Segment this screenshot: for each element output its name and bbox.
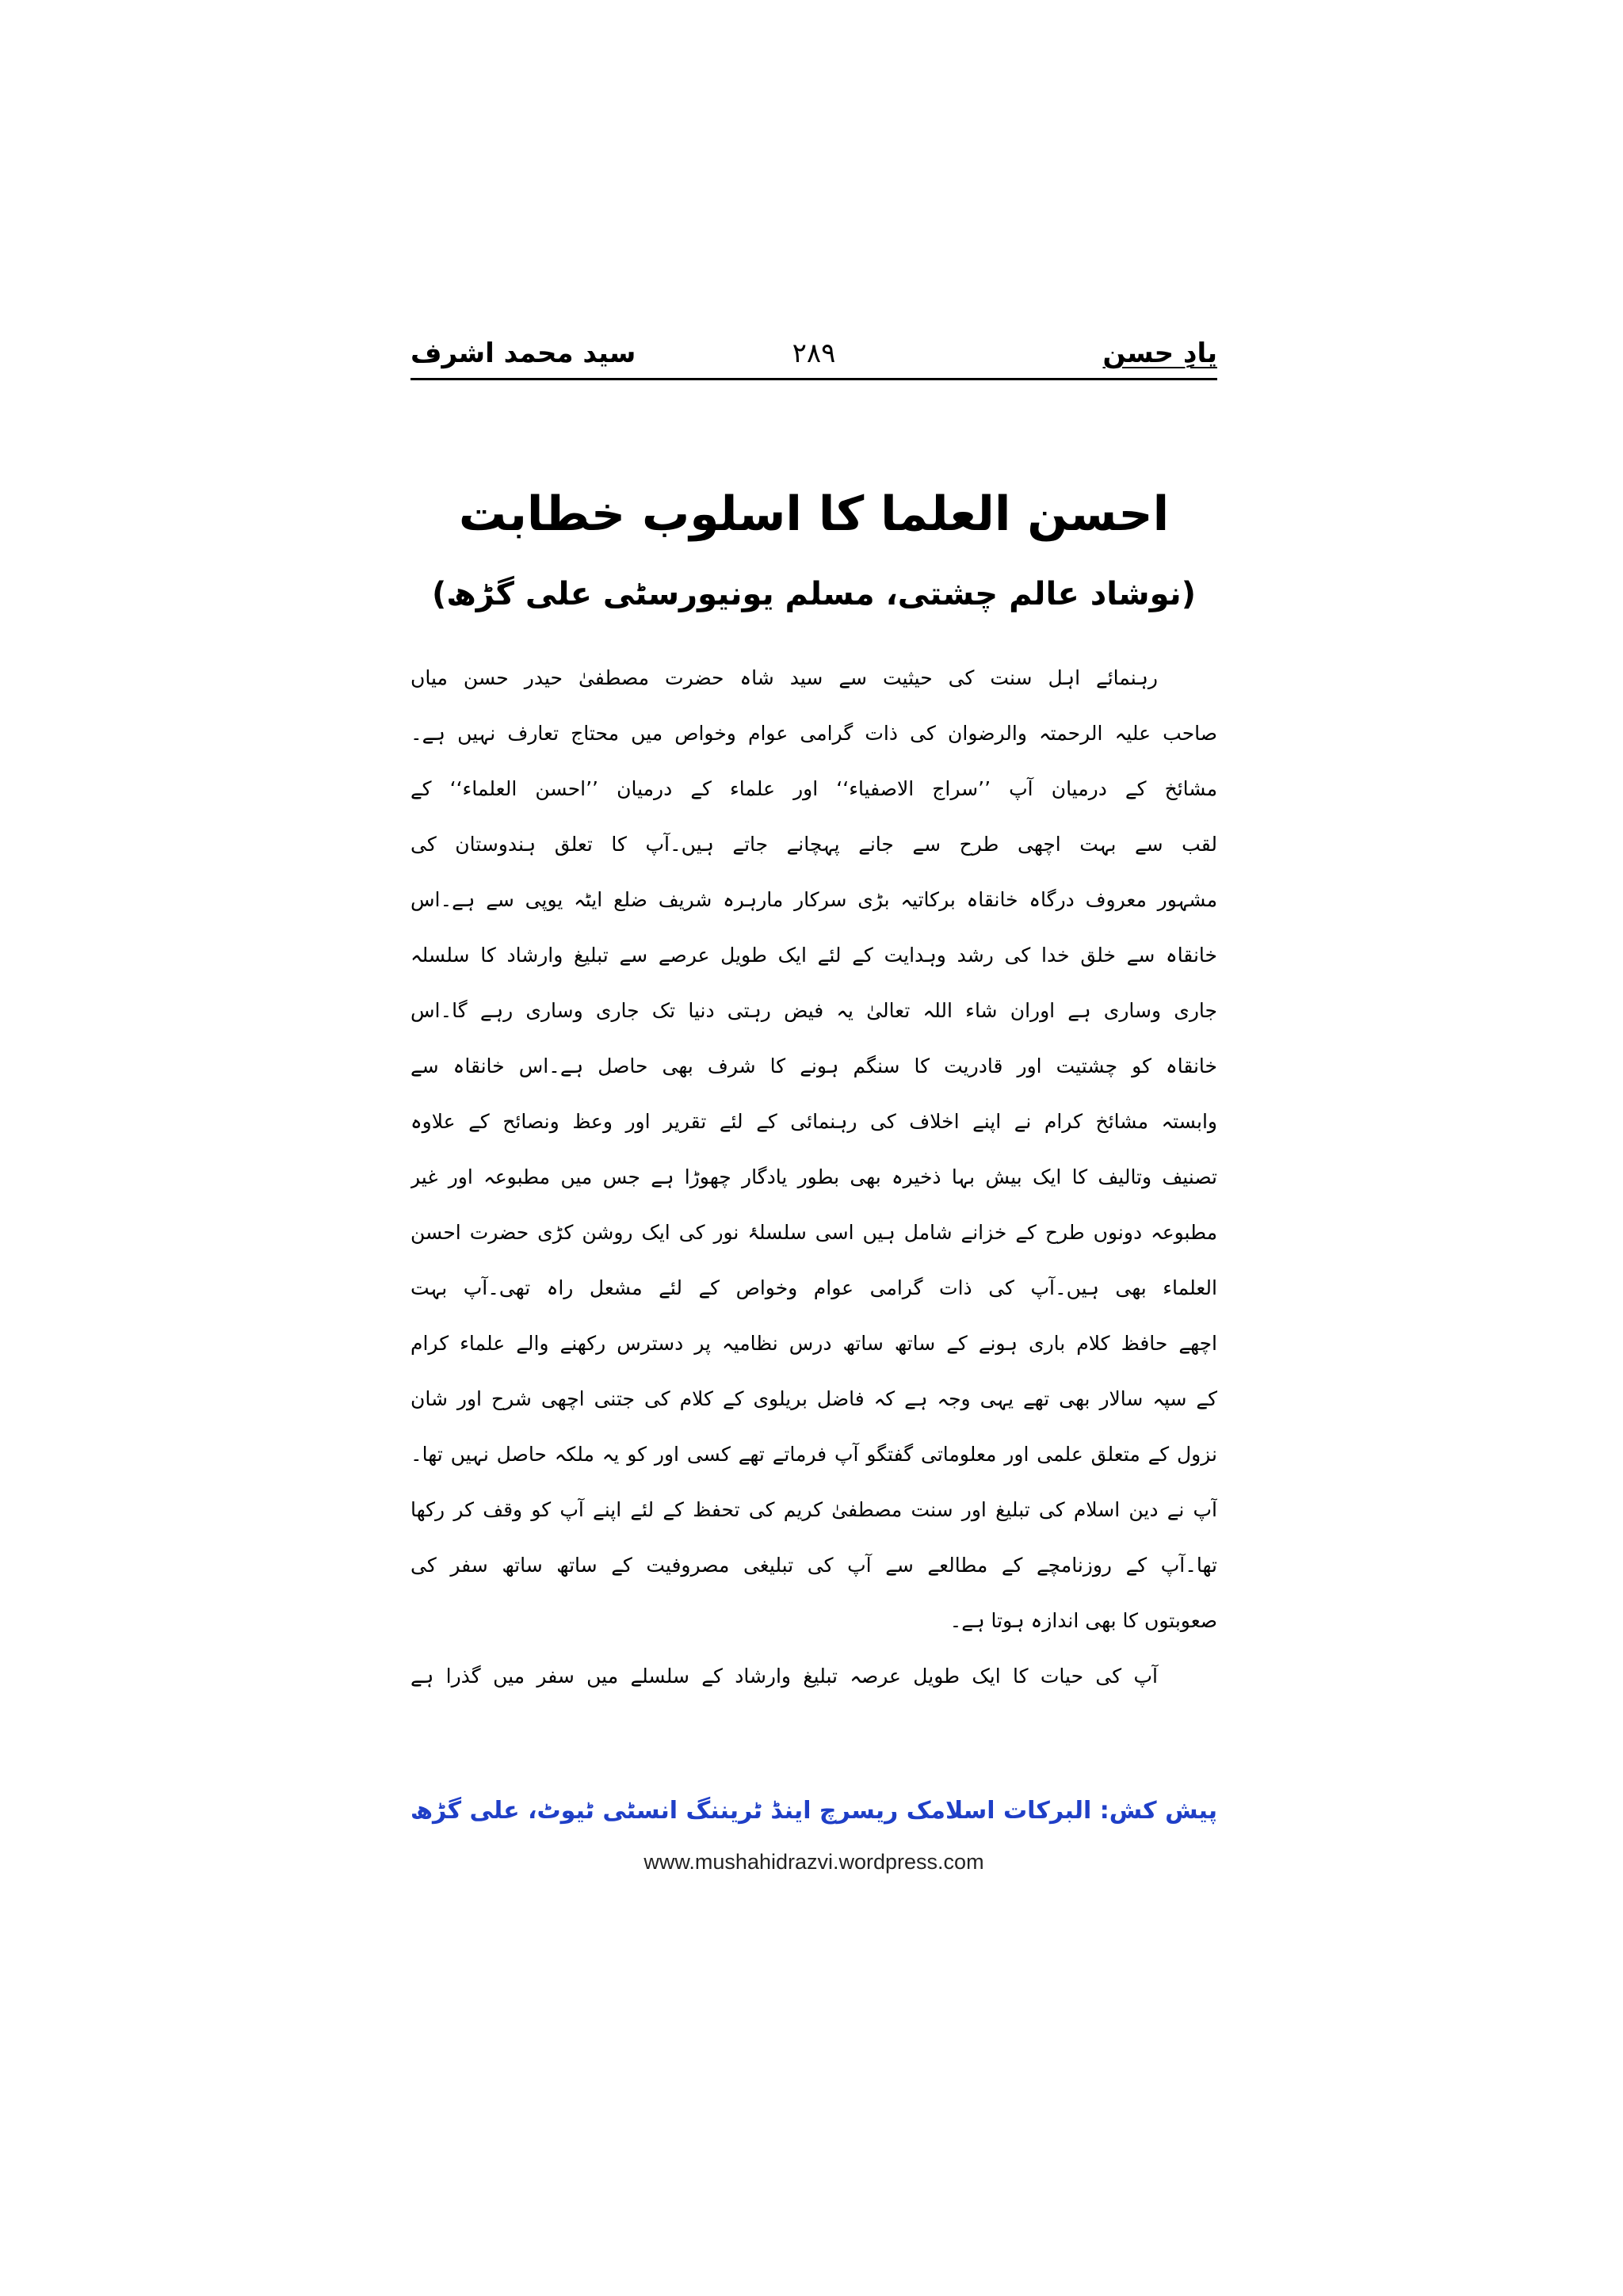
article-body — [411, 650, 1217, 1704]
body-line: رہنمائے اہل سنت کی حیثیت سے سید شاہ حضرت مصطفیٰ حیدر حسن میاں — [411, 666, 1158, 689]
body-line: تھا۔آپ کے روزنامچے کے مطالعے سے آپ کی تبلیغی مصروفیت کے ساتھ ساتھ سفر کی — [411, 1554, 1217, 1577]
website-url: www.mushahidrazvi.wordpress.com — [643, 1850, 984, 1874]
body-line: کے سپہ سالار بھی تھے یہی وجہ ہے کہ فاضل بریلوی کے کلام کی جتنی اچھی شرح اور شان — [411, 1387, 1217, 1410]
header-author-name: سید محمد اشرف — [411, 338, 636, 369]
body-line: صاحب علیہ الرحمتہ والرضوان کی ذات گرامی عوام وخواص میں محتاج تعارف نہیں ہے۔ — [411, 722, 1217, 745]
body-line: خانقاہ کو چشتیت اور قادریت کا سنگم ہونے کا شرف بھی حاصل ہے۔اس خانقاہ سے — [411, 1055, 1217, 1077]
body-line: مشہور معروف درگاہ خانقاہ برکاتیہ بڑی سرکار مارہرہ شریف ضلع ایٹہ یوپی سے ہے۔اس — [411, 888, 1217, 911]
publisher-credit: پیش کش: البرکات اسلامک ریسرچ اینڈ ٹریننگ انسٹی ٹیوٹ، علی گڑھ — [410, 1797, 1217, 1825]
body-line: اچھے حافظ کلام باری ہونے کے ساتھ ساتھ درس نظامیہ پر دسترس رکھنے والے علماء کرام — [411, 1332, 1217, 1355]
body-line: مطبوعہ دونوں طرح کے خزانے شامل ہیں اسی سلسلۂ نور کی ایک روشن کڑی حضرت احسن — [411, 1221, 1217, 1244]
header-divider — [411, 378, 1217, 380]
page-number: ۲۸۹ — [792, 338, 836, 369]
body-line: العلماء بھی ہیں۔آپ کی ذات گرامی عوام وخواص کے لئے مشعل راہ تھی۔آپ بہت — [411, 1276, 1217, 1299]
article-title: احسن العلما کا اسلوب خطابت — [458, 486, 1170, 542]
running-title: یادِ حسن — [1102, 338, 1217, 369]
body-line: مشائخ کے درمیان آپ ’’سراج الاصفیاء‘‘ اور علماء کے درمیان ’’احسن العلماء‘‘ کے — [411, 777, 1217, 800]
body-line: نزول کے متعلق علمی اور معلوماتی گفتگو آپ فرماتے تھے کسی اور کو یہ ملکہ حاصل نہیں تھا۔ — [411, 1443, 1217, 1466]
body-line: لقب سے بہت اچھی طرح سے جانے پہچانے جاتے ہیں۔آپ کا تعلق ہندوستان کی — [411, 833, 1217, 856]
running-header — [411, 320, 1217, 377]
body-line: جاری وساری ہے اوران شاء اللہ تعالیٰ یہ فیض رہتی دنیا تک جاری وساری رہے گا۔اس — [411, 999, 1217, 1022]
body-line: وابستہ مشائخ کرام نے اپنے اخلاف کی رہنمائی کے لئے تقریر اور وعظ ونصائح کے علاوہ — [411, 1110, 1217, 1133]
article-byline: (نوشاد عالم چشتی، مسلم یونیورسٹی علی گڑھ) — [432, 576, 1196, 612]
body-line: تصنیف وتالیف کا ایک بیش بہا ذخیرہ بھی بطور یادگار چھوڑا ہے جس میں مطبوعہ اور غیر — [411, 1165, 1217, 1188]
body-line: خانقاہ سے خلق خدا کی رشد وہدایت کے لئے ایک طویل عرصے سے تبلیغ وارشاد کا سلسلہ — [411, 944, 1217, 967]
body-line: آپ نے دین اسلام کی تبلیغ اور سنت مصطفیٰ کریم کی تحفظ کے لئے اپنے آپ کو وقف کر رکھا — [411, 1498, 1217, 1521]
body-line: آپ کی حیات کا ایک طویل عرصہ تبلیغ وارشاد کے سلسلے میں سفر میں گذرا ہے — [411, 1665, 1158, 1688]
body-line: صعوبتوں کا بھی اندازہ ہوتا ہے۔ — [949, 1609, 1217, 1632]
